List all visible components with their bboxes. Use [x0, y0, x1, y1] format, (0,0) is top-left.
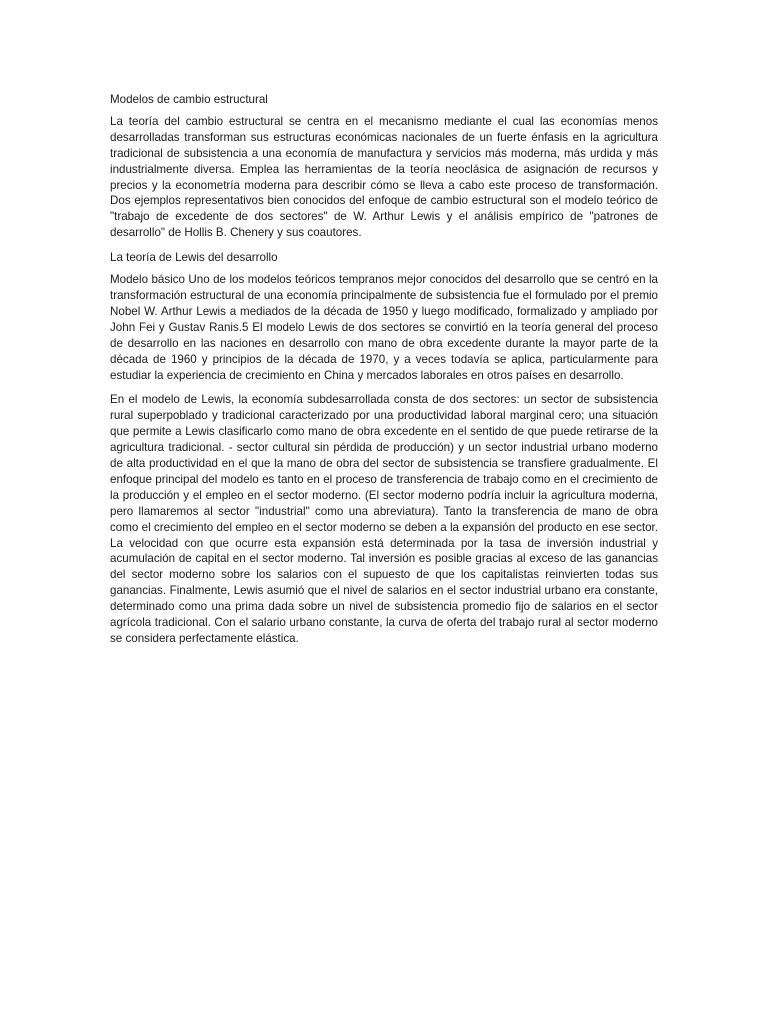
document-body	[110, 92, 658, 656]
paragraph-basic-model: Modelo básico Uno de los modelos teóricos tempranos mejor conocidos del desarrollo que se centró en la transformación estructural de una economía principalmente de subsistencia fue el formulado por el premio Nobel W. Arthur Lewis a mediados de la década de 1950 y luego modificado, formalizado y ampliado por John Fei y Gustav Ranis.5 El modelo Lewis de dos sectores se convirtió en la teoría general del proceso de desarrollo en las naciones en desarrollo con mano de obra excedente durante la mayor parte de la década de 1960 y principios de la década de 1970, y a veces todavía se aplica, particularmente para estudiar la experiencia de crecimiento en China y mercados laborales en otros países en desarrollo.	[110, 273, 658, 382]
section-heading-lewis-theory: La teoría de Lewis del desarrollo	[110, 251, 278, 265]
paragraph-structural-change: La teoría del cambio estructural se centra en el mecanismo mediante el cual las economías menos desarrolladas transforman sus estructuras económicas nacionales de un fuerte énfasis en la agricultura tradicional de subsistencia a una economía de manufactura y servicios más moderna, más urdida y más industrialmente diversa. Emplea las herramientas de la teoría neoclásica de asignación de recursos y precios y la econometría moderna para describir cómo se lleva a cabo este proceso de transformación. Dos ejemplos representativos bien conocidos del enfoque de cambio estructural son el modelo teórico de "trabajo de excedente de dos sectores" de W. Arthur Lewis y el análisis empírico de "patrones de desarrollo" de Hollis B. Chenery y sus coautores.	[110, 114, 658, 240]
section-heading-structural-change: Modelos de cambio estructural	[110, 93, 268, 106]
paragraph-lewis-model: En el modelo de Lewis, la economía subdesarrollada consta de dos sectores: un sector de subsistencia rural superpoblado y tradicional caracterizado por una productividad laboral marginal cero; una situación que permite a Lewis clasificarlo como mano de obra excedente en el sentido de que puede retirarse de la agricultura tradicional. - sector cultural sin pérdida de producción) y un sector industrial urbano moderno de alta productividad en el que la mano de obra del sector de subsistencia se transfiere gradualmente. El enfoque principal del modelo es tanto en el proceso de transferencia de trabajo como en el crecimiento de la producción y el empleo en el sector moderno. (El sector moderno podría incluir la agricultura moderna, pero llamaremos al sector "industrial" como una abreviatura). Tanto la transferencia de mano de obra como el crecimiento del empleo en el sector moderno se deben a la expansión del producto en ese sector. La velocidad con que ocurre esta expansión está determinada por la tasa de inversión industrial y acumulación de capital en el sector moderno. Tal inversión es posible gracias al exceso de las ganancias del sector moderno sobre los salarios con el supuesto de que los capitalistas reinvierten todas sus ganancias. Finalmente, Lewis asumió que el nivel de salarios en el sector industrial urbano era constante, determinado como una prima dada sobre un nivel de subsistencia promedio fijo de salarios en el sector agrícola tradicional. Con el salario urbano constante, la curva de oferta del trabajo rural al sector moderno se considera perfectamente elástica.	[110, 393, 658, 645]
